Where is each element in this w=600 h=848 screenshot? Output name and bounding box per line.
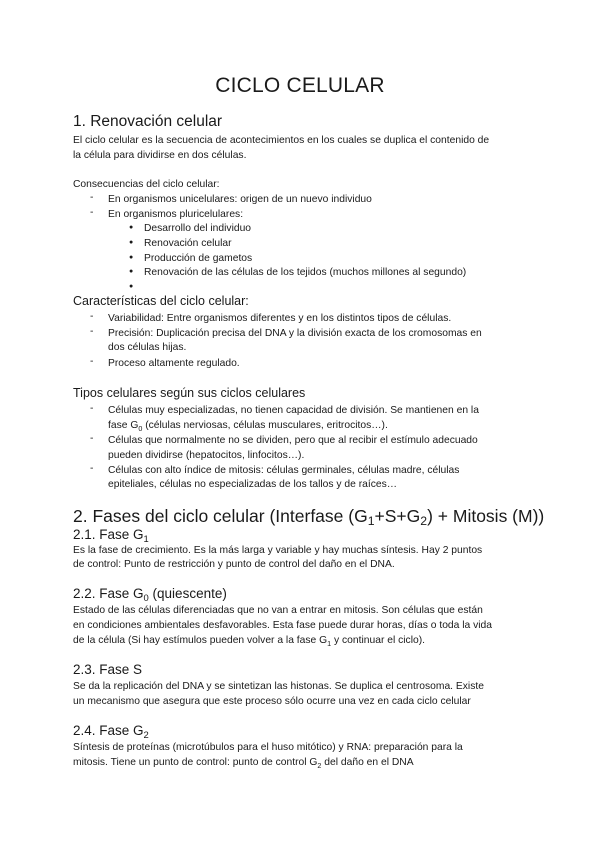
fase-s-line-2: un mecanismo que asegura que este proceso sólo ocurre una vez en cada ciclo celular: [73, 696, 471, 707]
fase-g2-line-1: Síntesis de proteínas (microtúbulos para el huso mitótico) y RNA: preparación para la: [73, 742, 463, 753]
fase-g1-title: 2.1. Fase $G_1$: [73, 527, 149, 545]
fase-g0-line-3: de la célula (Si hay estímulos pueden volver a la fase $G_1$ y continuar el ciclo).: [73, 635, 426, 648]
caracteristicas-title: Características del ciclo celular:: [73, 294, 249, 308]
pluricelular-item: Desarrollo del individuo: [144, 223, 252, 234]
bullet-marker: ●: [129, 283, 134, 290]
pluricelular-item: Renovación de las células de los tejidos (muchos millones al segundo): [144, 267, 467, 278]
bullet-marker: ●: [129, 239, 134, 246]
bullet-marker: ●: [129, 268, 134, 275]
fase-g0-line-2: en condiciones ambientales desfavorables. Esta fase puede durar horas, días o toda la vida: [73, 620, 493, 631]
fase-s-line-1: Se da la replicación del DNA y se sintetizan las histonas. Se duplica el centrosoma. Existe: [73, 681, 484, 692]
tipo-1-line-1: Células muy especializadas, no tienen capacidad de división. Se mantienen en la: [108, 405, 479, 416]
tipo-2-line-2: pueden dividirse (hepatocitos, linfocitos…).: [108, 450, 305, 461]
fase-g2-title: 2.4. Fase $G_2$: [73, 723, 149, 741]
section-2-heading: 2. Fases del ciclo celular (Interfase $(G_1+S+G_2)$ + Mitosis (M)): [73, 506, 545, 528]
dash-marker: -: [90, 433, 94, 444]
bullet-marker: ●: [129, 224, 134, 231]
consecuencia-item-1: En organismos unicelulares: origen de un nuevo individuo: [108, 194, 372, 205]
fase-s-title: 2.3. Fase S: [73, 662, 143, 677]
dash-marker: -: [90, 356, 94, 367]
caracteristica-item-1: Variabilidad: Entre organismos diferentes y en los distintos tipos de células.: [108, 313, 452, 324]
caracteristica-item-3: Proceso altamente regulado.: [108, 358, 240, 369]
bullet-marker: ●: [129, 254, 134, 261]
dash-marker: -: [90, 403, 94, 414]
tipo-3-line-2: epiteliales, células no especializadas de los tallos y de raíces…: [108, 479, 398, 490]
caracteristica-item-2-line-1: Precisión: Duplicación precisa del DNA y la división exacta de los cromosomas en: [108, 328, 482, 339]
dash-marker: -: [90, 192, 94, 203]
consecuencias-title: Consecuencias del ciclo celular:: [73, 179, 220, 190]
consecuencia-item-2: En organismos pluricelulares:: [108, 209, 244, 220]
document-title: CICLO CELULAR: [215, 74, 385, 97]
intro-line-1: El ciclo celular es la secuencia de acontecimientos en los cuales se duplica el contenido de: [73, 135, 490, 146]
fase-g2-line-2: mitosis. Tiene un punto de control: punto de control $G_2$ del daño en el DNA: [73, 757, 414, 770]
dash-marker: -: [90, 463, 94, 474]
pluricelular-item: Producción de gametos: [144, 253, 253, 264]
dash-marker: -: [90, 311, 94, 322]
dash-marker: -: [90, 326, 94, 337]
fase-g0-title: 2.2. Fase $G_0$ (quiescente): [73, 586, 227, 604]
fase-g1-line-1: Es la fase de crecimiento. Es la más larga y variable y hay muchas síntesis. Hay 2 puntos: [73, 545, 483, 556]
caracteristica-item-2-line-2: dos células hijas.: [108, 342, 187, 353]
fase-g0-line-1: Estado de las células diferenciadas que no van a entrar en mitosis. Son células que están: [73, 605, 483, 616]
tipos-title: Tipos celulares según sus ciclos celulares: [73, 386, 306, 400]
tipo-2-line-1: Células que normalmente no se dividen, pero que al recibir el estímulo adecuado: [108, 435, 478, 446]
tipo-3-line-1: Células con alto índice de mitosis: células germinales, células madre, células: [108, 465, 460, 476]
tipo-1-line-2: fase $G_0$ (células nerviosas, células musculares, eritrocitos…).: [108, 420, 388, 433]
dash-marker: -: [90, 207, 94, 218]
fase-g1-line-2: de control: Punto de restricción y punto de control del daño en el DNA.: [73, 559, 395, 570]
pluricelular-item: Renovación celular: [144, 238, 232, 249]
section-1-heading: 1. Renovación celular: [73, 113, 223, 130]
intro-line-2: la célula para dividirse en dos células.: [73, 150, 247, 161]
